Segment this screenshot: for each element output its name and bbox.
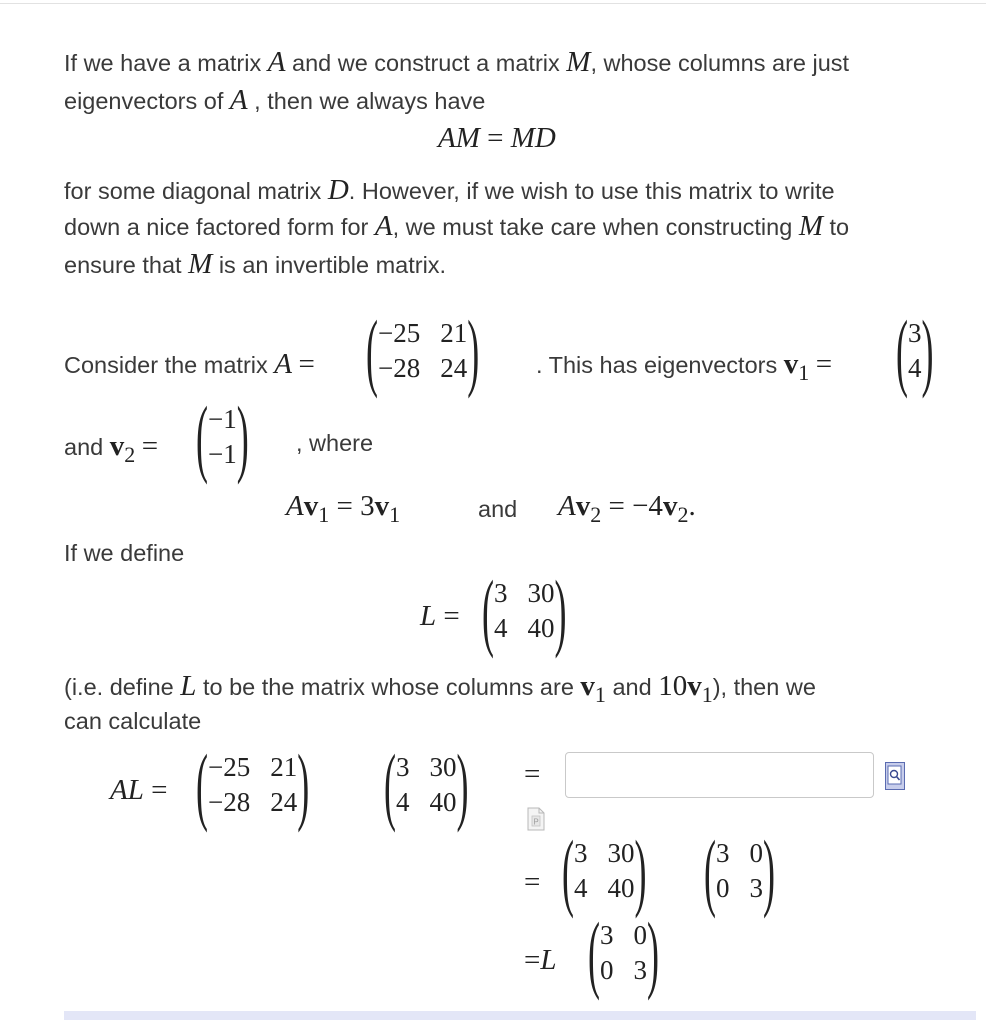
para3-line2	[64, 430, 159, 467]
text: , we must take care when constructing	[392, 214, 793, 240]
matrix-cell: 40	[607, 873, 635, 903]
vector-v2: ( −1 −1 )	[196, 389, 249, 485]
matrix-cell: 30	[607, 838, 635, 868]
math-var-l: L	[540, 944, 557, 976]
matrix-cell: 24	[440, 353, 468, 383]
top-divider	[0, 3, 986, 4]
eigen-equation-1	[286, 490, 401, 527]
math-coef: 10	[658, 670, 688, 702]
magnifier-icon	[886, 763, 904, 789]
math-equals: =	[524, 944, 541, 976]
math-lhs: AL	[110, 774, 144, 806]
matrix-cell: −28	[208, 787, 251, 817]
matrix-cell: 3	[633, 955, 647, 985]
math-lhs: AM	[438, 122, 480, 154]
math-equals: =	[298, 348, 315, 380]
text: , where	[296, 430, 374, 456]
calc-row3-matrix: ( 3 0 0 3 )	[588, 905, 659, 1001]
math-var-a: A	[286, 490, 304, 522]
matrix-cell: 3	[494, 578, 508, 608]
text: (i.e. define	[64, 674, 174, 700]
calc-matrix-a: ( −25 21 −28 24 )	[196, 737, 310, 833]
text: , whose columns are just	[590, 50, 850, 76]
math-equals: =	[151, 774, 168, 806]
bottom-bar	[64, 1011, 976, 1020]
calc-row3-lhs	[524, 944, 557, 977]
matrix-cell: 0	[600, 955, 614, 985]
answer-input[interactable]	[565, 752, 874, 798]
text: is an invertible matrix.	[218, 252, 447, 278]
text-and: and	[478, 496, 518, 522]
vector-v1: ( 3 4 )	[896, 303, 934, 399]
math-vector-v: v	[575, 490, 591, 522]
vector-cell: 4	[908, 353, 922, 383]
para5-line1	[64, 670, 816, 707]
math-subscript: 2	[590, 502, 602, 527]
text: to be the matrix whose columns are	[202, 674, 574, 700]
math-period: .	[688, 490, 696, 522]
text: for some diagonal matrix	[64, 178, 322, 204]
math-var-l: L	[420, 600, 437, 632]
matrix-cell: 21	[440, 318, 468, 348]
math-equals: =	[608, 490, 625, 522]
calc-equals-1: =	[524, 758, 541, 790]
para4-text: If we define	[64, 540, 185, 566]
text: and we construct a matrix	[292, 50, 560, 76]
para2-line3	[64, 248, 446, 281]
matrix-cell: 40	[429, 787, 457, 817]
calc-equals-2: =	[524, 866, 541, 898]
matrix-a: ( −25 21 −28 24 )	[366, 303, 480, 399]
para2-line1	[64, 174, 835, 207]
text: ensure that	[64, 252, 182, 278]
math-var-d: D	[327, 174, 349, 206]
math-equals: =	[141, 430, 159, 462]
matrix-cell: 3	[574, 838, 588, 868]
math-subscript: 1	[389, 502, 401, 527]
calc-row2-matrix-1: ( 3 30 4 40 )	[562, 823, 647, 919]
text: and	[612, 674, 652, 700]
document-icon[interactable]	[526, 806, 546, 832]
preview-button[interactable]	[885, 762, 905, 790]
para1-line2	[64, 84, 485, 117]
math-var-m: M	[798, 210, 823, 242]
math-subscript: 1	[318, 502, 330, 527]
vector-cell: −1	[208, 439, 237, 469]
matrix-cell: 3	[749, 873, 763, 903]
matrix-cell: 30	[429, 752, 457, 782]
matrix-l: ( 3 30 4 40 )	[482, 563, 567, 659]
math-rhs: MD	[510, 122, 556, 154]
math-coef: −4	[632, 490, 663, 522]
matrix-cell: 30	[527, 578, 555, 608]
matrix-cell: 3	[600, 920, 614, 950]
vector-cell: −1	[208, 404, 237, 434]
text: ), then we	[712, 674, 816, 700]
matrix-cell: 3	[716, 838, 730, 868]
math-vector-v: v	[783, 348, 799, 380]
math-vector-v: v	[374, 490, 390, 522]
text: and	[64, 434, 104, 460]
matrix-cell: −25	[378, 318, 421, 348]
para3-text-b	[536, 348, 833, 385]
matrix-cell: 0	[749, 838, 763, 868]
math-var-a: A	[274, 348, 292, 380]
math-var-a: A	[374, 210, 393, 242]
math-var-a: A	[267, 46, 286, 78]
text: to	[829, 214, 850, 240]
math-var-m: M	[566, 46, 591, 78]
matrix-cell: 40	[527, 613, 555, 643]
matrix-cell: −28	[378, 353, 421, 383]
vector-cell: 3	[908, 318, 922, 348]
math-equals: =	[336, 490, 353, 522]
text: . However, if we wish to use this matrix to write	[348, 178, 835, 204]
math-subscript: 1	[701, 682, 713, 707]
matrix-cell: −25	[208, 752, 251, 782]
text: If we have a matrix	[64, 50, 262, 76]
equation-am-md	[438, 122, 556, 155]
para3-where	[296, 430, 373, 457]
para3-text	[64, 348, 315, 381]
matrix-cell: 0	[716, 873, 730, 903]
math-var-a: A	[558, 490, 576, 522]
calc-lhs	[110, 774, 167, 807]
math-equals: =	[487, 122, 504, 154]
math-coef: 3	[360, 490, 375, 522]
math-vector-v: v	[303, 490, 319, 522]
para5-line2: can calculate	[64, 708, 202, 734]
math-vector-v: v	[687, 670, 702, 702]
math-var-l: L	[180, 670, 197, 702]
math-subscript: 1	[594, 682, 606, 707]
math-var-a: A	[229, 84, 248, 116]
math-subscript: 1	[798, 360, 810, 385]
matrix-cell: 21	[270, 752, 298, 782]
math-vector-v: v	[662, 490, 678, 522]
text: down a nice factored form for	[64, 214, 369, 240]
matrix-cell: 4	[396, 787, 410, 817]
text: . This has eigenvectors	[536, 352, 778, 378]
text: Consider the matrix	[64, 352, 268, 378]
matrix-cell: 4	[574, 873, 588, 903]
para1-line1	[64, 46, 849, 79]
eigen-equation-2	[558, 490, 696, 527]
math-equals: =	[443, 600, 460, 632]
calc-row2-matrix-2: ( 3 0 0 3 )	[704, 823, 775, 919]
math-var-m: M	[188, 248, 213, 280]
math-equals: =	[815, 348, 833, 380]
math-vector-v: v	[580, 670, 595, 702]
matrix-cell: 3	[396, 752, 410, 782]
calc-matrix-l: ( 3 30 4 40 )	[384, 737, 469, 833]
math-vector-v: v	[109, 430, 125, 462]
text: , then we always have	[254, 88, 486, 114]
equation-l-label	[420, 600, 460, 633]
svg-text:P: P	[533, 817, 539, 827]
matrix-cell: 4	[494, 613, 508, 643]
para2-line2	[64, 210, 849, 243]
text: eigenvectors of	[64, 88, 224, 114]
matrix-cell: 0	[633, 920, 647, 950]
matrix-cell: 24	[270, 787, 298, 817]
math-subscript: 2	[124, 442, 136, 467]
math-subscript: 2	[677, 502, 689, 527]
